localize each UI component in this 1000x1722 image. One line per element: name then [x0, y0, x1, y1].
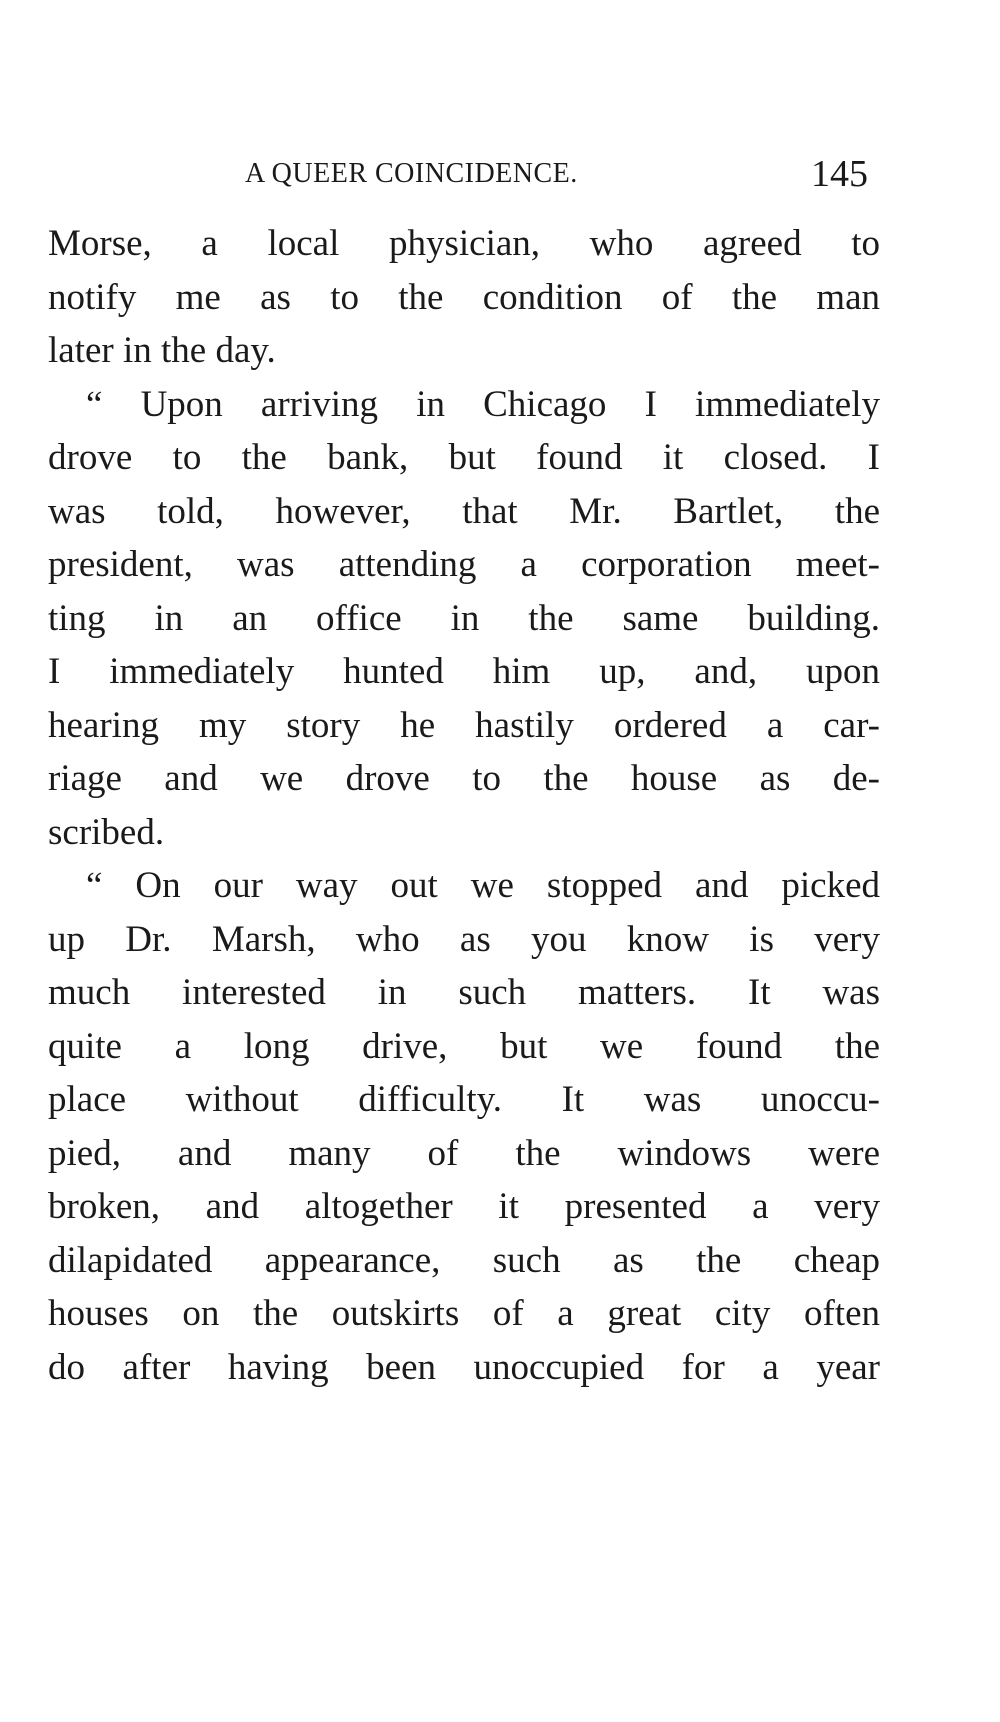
text-line: “ On our way out we stopped and picked: [86, 865, 880, 906]
running-title: A QUEER COINCIDENCE.: [245, 158, 578, 189]
text-line: notify me as to the condition of the man: [48, 277, 880, 318]
text-line: do after having been unoccupied for a year: [48, 1347, 880, 1388]
text-line: I immediately hunted him up, and, upon: [48, 651, 880, 692]
text-line: hearing my story he hastily ordered a car-: [48, 705, 880, 746]
text-line: broken, and altogether it presented a very: [48, 1186, 880, 1227]
text-line: Morse, a local physician, who agreed to: [48, 223, 880, 264]
text-line: up Dr. Marsh, who as you know is very: [48, 919, 880, 960]
text-line: president, was attending a corporation meet-: [48, 544, 880, 585]
text-line: much interested in such matters. It was: [48, 972, 880, 1013]
text-line: ting in an office in the same building.: [48, 598, 880, 639]
text-line: scribed.: [48, 812, 165, 853]
text-line: was told, however, that Mr. Bartlet, the: [48, 491, 880, 532]
text-line: place without difficulty. It was unoccu-: [48, 1079, 880, 1120]
text-line: houses on the outskirts of a great city often: [48, 1293, 880, 1334]
text-line: “ Upon arriving in Chicago I immediately: [86, 384, 880, 425]
text-line: quite a long drive, but we found the: [48, 1026, 880, 1067]
text-line: drove to the bank, but found it closed. I: [48, 437, 880, 478]
text-line: riage and we drove to the house as de-: [48, 758, 880, 799]
page-number: 145: [811, 153, 868, 195]
text-line: dilapidated appearance, such as the cheap: [48, 1240, 880, 1281]
text-line: pied, and many of the windows were: [48, 1133, 880, 1174]
text-line: later in the day.: [48, 330, 276, 371]
